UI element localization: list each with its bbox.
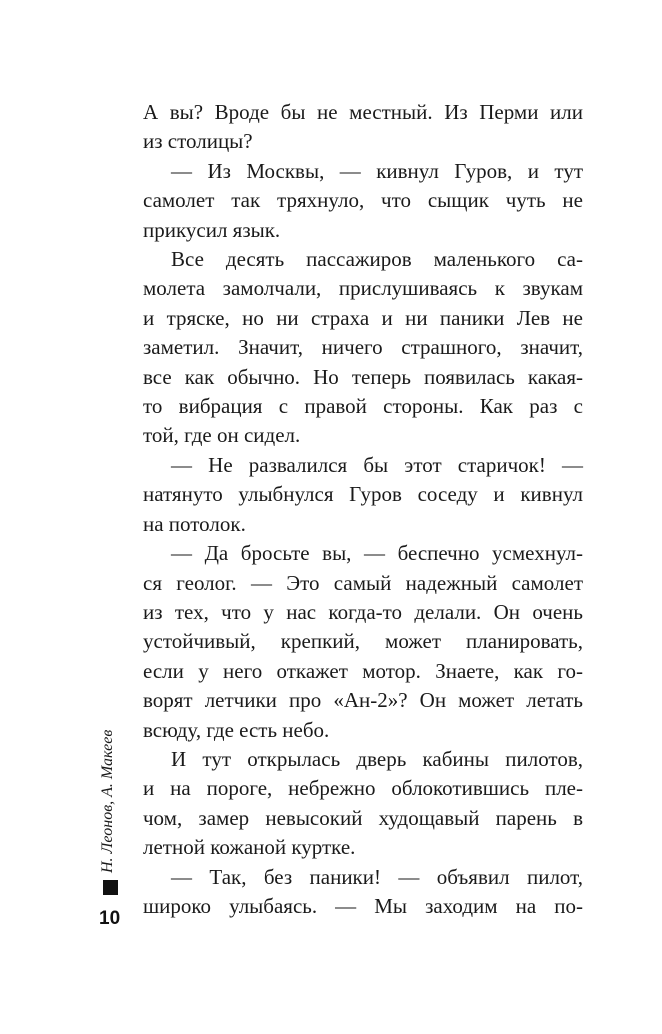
text-line: и тряске, но ни страха и ни паники Лев не xyxy=(143,305,583,330)
paragraph xyxy=(143,245,583,451)
text-line: молета замолчали, прислушиваясь к звукам xyxy=(143,276,583,301)
text-line: — Из Москвы, — кивнул Гуров, и тут xyxy=(171,158,583,183)
text-line: Все десять пассажиров маленького са- xyxy=(171,247,583,272)
text-line: — Да бросьте вы, — беспечно усмехнул- xyxy=(171,541,583,566)
text-line: все как обычно. Но теперь появилась какая- xyxy=(143,364,583,389)
text-line: устойчивый, крепкий, может планировать, xyxy=(143,629,583,654)
text-line: если у него откажет мотор. Знаете, как го- xyxy=(143,658,583,683)
text-line: из тех, что у нас когда-то делали. Он очень xyxy=(143,599,583,624)
text-line: — Не развалился бы этот старичок! — xyxy=(171,452,583,477)
text-line: всюду, где есть небо. xyxy=(143,717,330,742)
text-line: чом, замер невысокий худощавый парень в xyxy=(143,805,583,830)
text-line: на потолок. xyxy=(143,511,246,536)
text-line: заметил. Значит, ничего страшного, значит, xyxy=(143,335,583,360)
paragraph xyxy=(143,98,583,157)
paragraph xyxy=(143,451,583,539)
paragraph xyxy=(143,863,583,922)
text-line: ворят летчики про «Ан-2»? Он может летать xyxy=(143,688,583,713)
marker-square xyxy=(103,880,118,895)
text-line: той, где он сидел. xyxy=(143,423,301,448)
text-line: из столицы? xyxy=(143,129,253,154)
text-line: то вибрация с правой стороны. Как раз с xyxy=(143,394,583,419)
text-line: и на пороге, небрежно облокотившись пле- xyxy=(143,776,583,801)
text-line: А вы? Вроде бы не местный. Из Перми или xyxy=(143,100,583,124)
running-head-authors: Н. Леонов, А. Макеев xyxy=(99,729,116,873)
page-number: 10 xyxy=(99,908,121,929)
text-line: ся геолог. — Это самый надежный самолет xyxy=(143,570,583,595)
paragraph xyxy=(143,745,583,863)
text-line: летной кожаной куртке. xyxy=(143,835,356,860)
text-line: натянуто улыбнулся Гуров соседу и кивнул xyxy=(143,482,583,507)
text-line: И тут открылась дверь кабины пилотов, xyxy=(171,746,583,771)
text-line: самолет так тряхнуло, что сыщик чуть не xyxy=(143,188,583,213)
text-line: прикусил язык. xyxy=(143,217,281,242)
text-line: — Так, без паники! — объявил пилот, xyxy=(171,864,583,889)
body-text xyxy=(143,98,583,921)
paragraph xyxy=(143,539,583,745)
paragraph xyxy=(143,157,583,245)
text-line: широко улыбаясь. — Мы заходим на по- xyxy=(143,893,583,918)
